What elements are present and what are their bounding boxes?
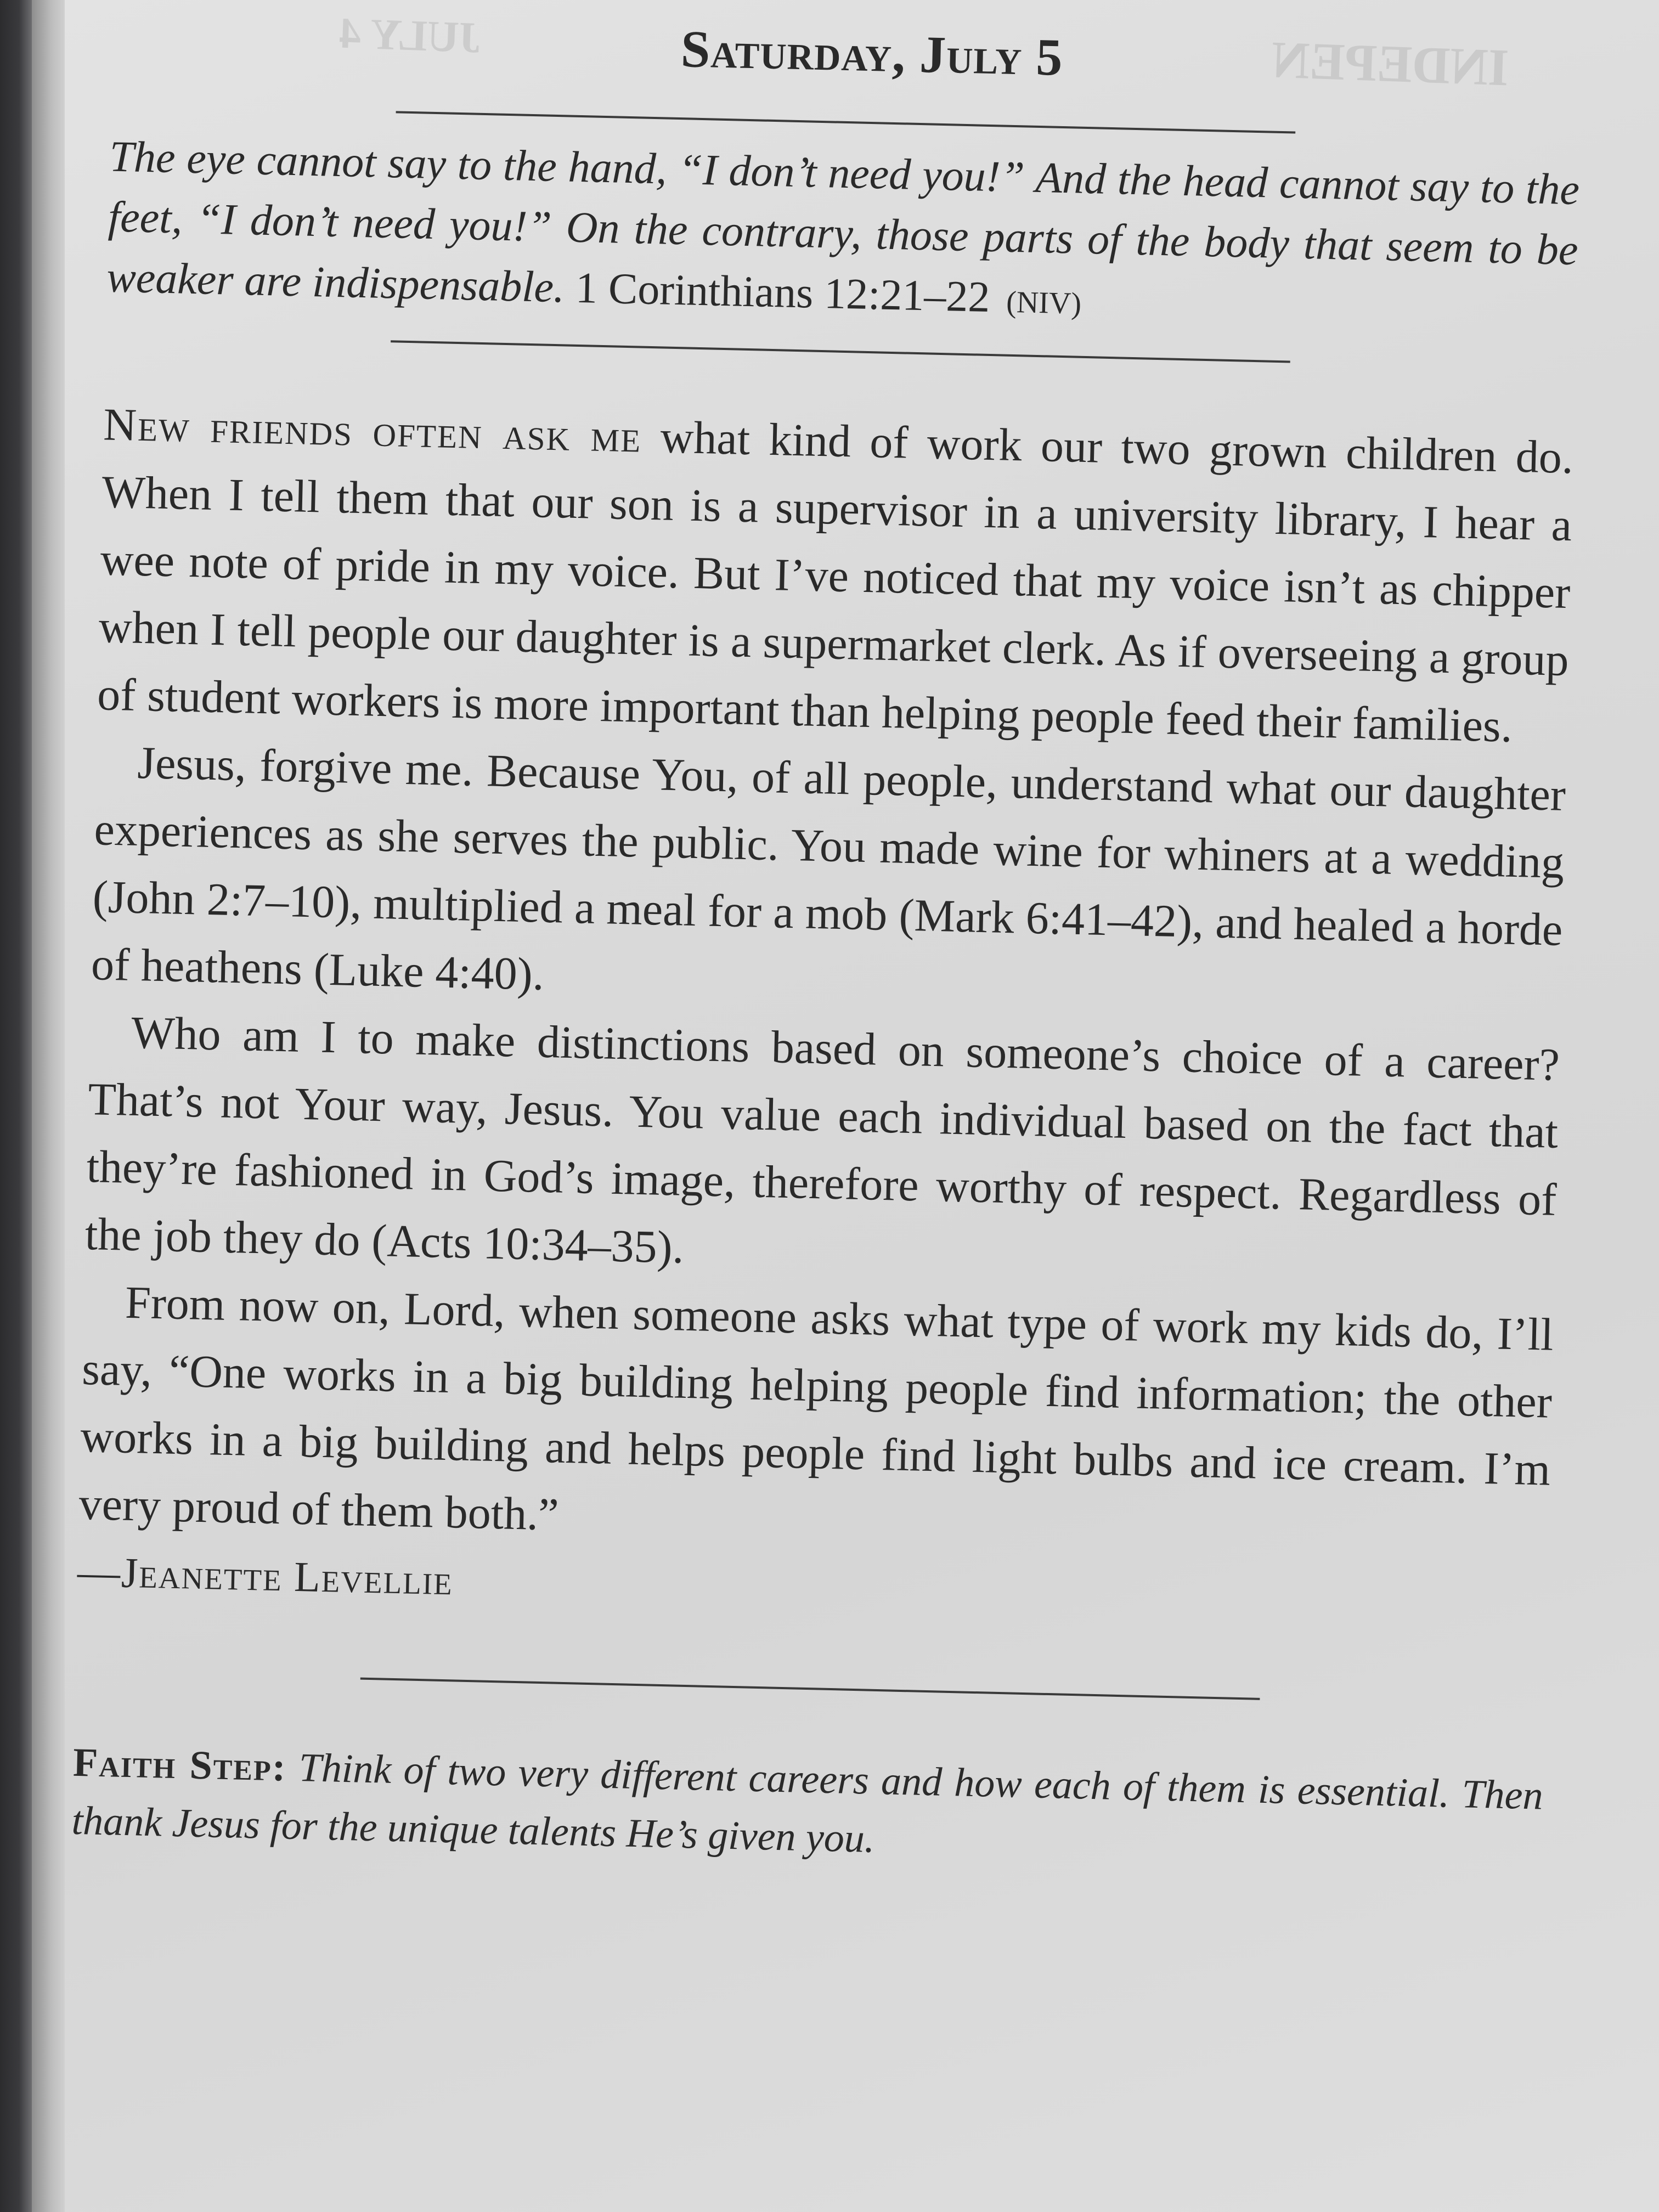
scripture-verse	[106, 127, 1580, 346]
page-content	[71, 0, 1583, 1883]
divider-rule	[396, 111, 1296, 133]
paragraph: From now on, Lord, when someone asks what type of work my kids do, I’ll say, “One works in a big building helping people find information; the other works in a big building and helps people find light bulbs and ice cream. I’m very proud of them both.”	[78, 1277, 1554, 1541]
divider-rule	[360, 1678, 1260, 1700]
paragraph	[97, 391, 1574, 761]
verse-version: (NIV)	[1006, 285, 1082, 321]
lead-in: New friends often ask me	[103, 399, 642, 462]
verse-text: The eye cannot say to the hand, “I don’t need you!” And the head cannot say to the feet, “I don’t need you!” On the contrary, those parts of the body that seem to be weaker are indispensable.	[106, 132, 1580, 312]
paragraph: Who am I to make distinctions based on someone’s choice of a career? That’s not Your way, Jesus. You value each individual based on the fact that they’re fashioned in God’s image, therefore worthy of respect. Regardless of the job they do (Acts 10:34–35).	[84, 1007, 1560, 1273]
verse-reference: 1 Corinthians 12:21–22	[575, 263, 991, 321]
bleed-through-text: JULY 4	[338, 9, 482, 63]
paragraph-text: what kind of work our two grown children do. When I tell them that our son is a supervisor in a university library, I hear a wee note of pride in my voice. But I’ve noticed that my voice isn’t as chipper when I tell people our daughter is a supermarket clerk. As if overseeing a group of student workers is more important than helping people feed their families.	[97, 411, 1574, 752]
paragraph: Jesus, forgive me. Because You, of all people, understand what our daughter experiences as she serves the public. You made wine for whiners at a wedding (John 2:7–10), multiplied a meal for a mob (Mark 6:41–42), and healed a horde of heathens (Luke 4:40).	[91, 737, 1566, 1000]
page-title: Saturday, July 5	[680, 19, 1064, 87]
devotional-body	[77, 391, 1575, 1638]
page-edge	[32, 0, 65, 2212]
author-signature: —Jeanette Levellie	[77, 1547, 454, 1604]
book-spine	[0, 0, 32, 2212]
bleed-through-text: INDEPEN	[1271, 30, 1510, 97]
faith-step-label: Faith Step:	[72, 1740, 287, 1790]
faith-step-text: Think of two very different careers and how each of them is essential. Then thank Jesus for the unique talents He’s given you.	[71, 1745, 1544, 1861]
divider-rule	[391, 340, 1290, 363]
